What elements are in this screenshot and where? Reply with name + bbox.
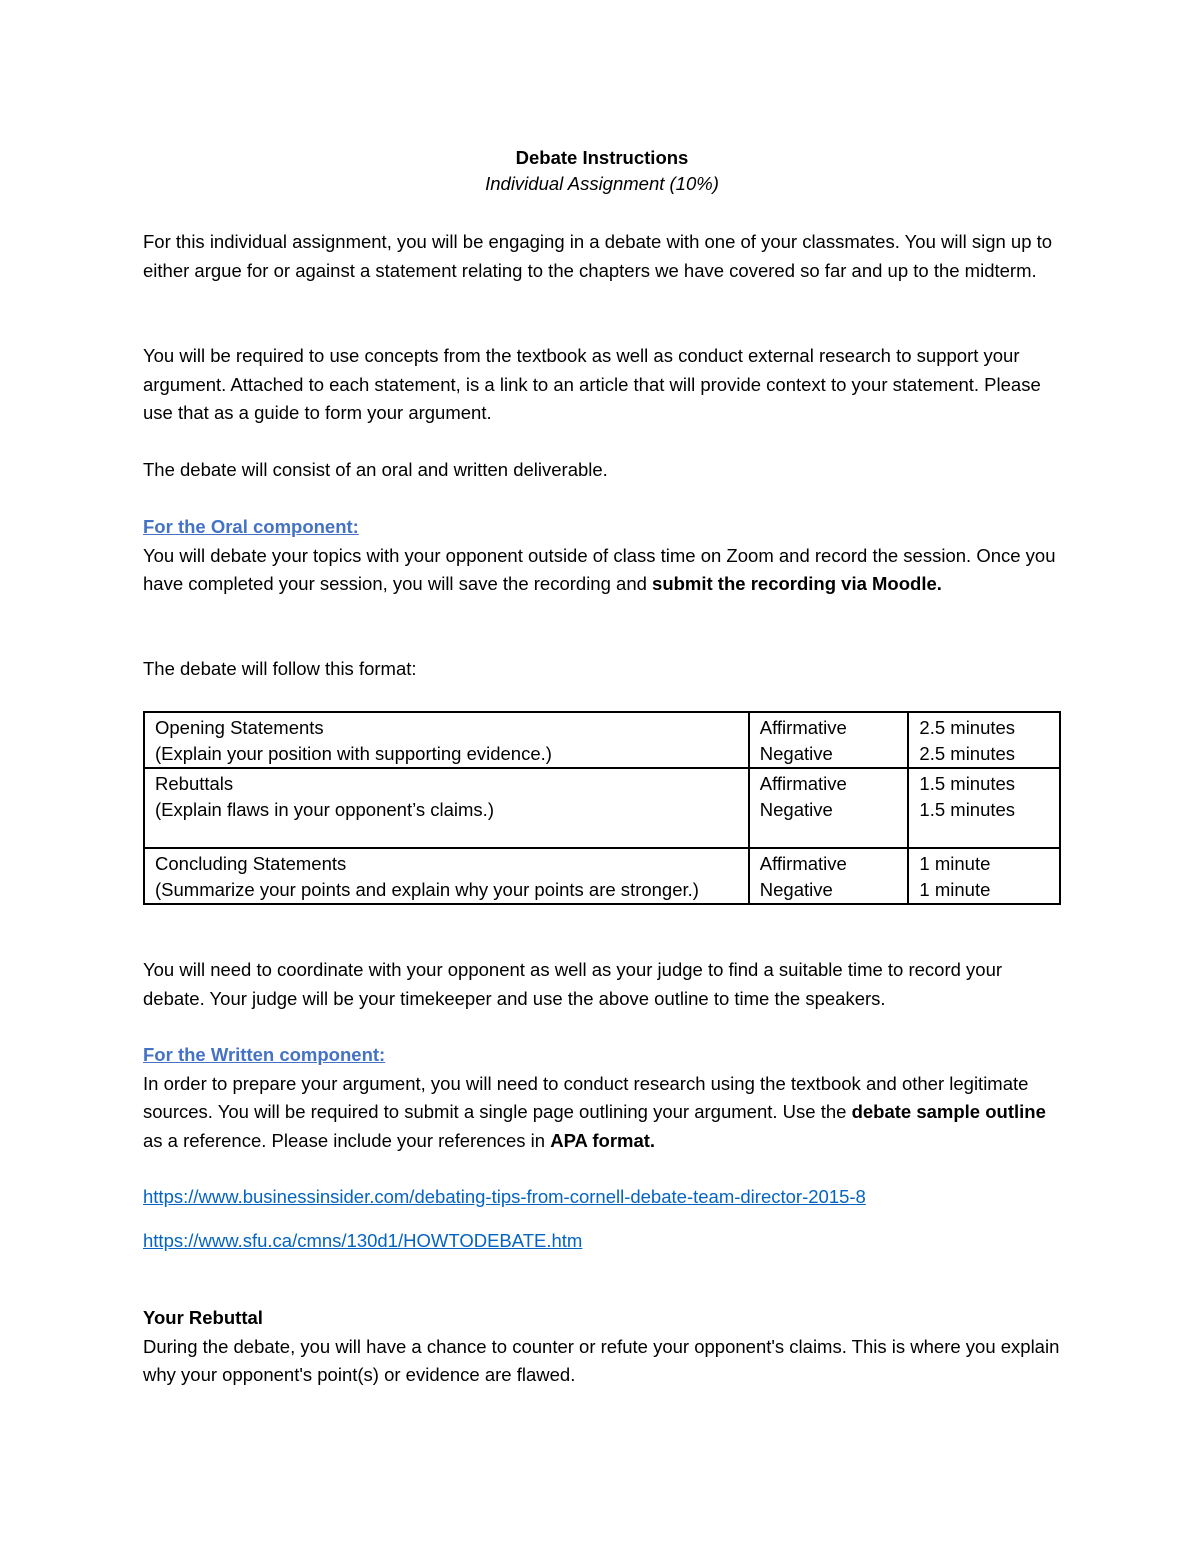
rebuttal-section — [143, 1304, 1061, 1390]
deliverables-paragraph: The debate will consist of an oral and written deliverable. — [143, 459, 608, 480]
written-heading: For the Written component: — [143, 1044, 386, 1065]
debate-format-table — [143, 711, 1061, 905]
side-negative: Negative — [759, 879, 833, 900]
table-row — [144, 848, 1060, 904]
side-cell — [749, 768, 909, 848]
oral-text-bold: submit the recording via Moodle. — [652, 573, 942, 594]
time-cell — [908, 712, 1060, 768]
time-negative: 1 minute — [919, 879, 991, 900]
title-block — [143, 146, 1061, 198]
page-title: Debate Instructions — [515, 147, 689, 168]
time-negative: 1.5 minutes — [919, 799, 1016, 820]
rebuttal-heading: Your Rebuttal — [143, 1307, 263, 1328]
stage-cell — [144, 768, 749, 848]
time-cell — [908, 768, 1060, 848]
oral-text: You will debate your topics with your opponent outside of class time on Zoom and record the session. Once you have completed your session, you will save the recording and — [143, 544, 1056, 594]
rebuttal-text: During the debate, you will have a chance to counter or refute your opponent's claims. This is where you explain why your opponent's point(s) or evidence are flawed. — [143, 1335, 1060, 1385]
side-affirmative: Affirmative — [759, 773, 847, 794]
requirements-paragraph: You will be required to use concepts from the textbook as well as conduct external research to support your argument. Attached to each statement, is a link to an article that will provide context to your statement. Please use that as a guide to form your argument. — [143, 345, 1041, 423]
side-cell — [749, 712, 909, 768]
stage-desc: (Summarize your points and explain why your points are stronger.) — [155, 879, 699, 900]
written-bold-1: debate sample outline — [851, 1101, 1046, 1122]
intro-paragraph: For this individual assignment, you will be engaging in a debate with one of your classmates. You will sign up to either argue for or against a statement relating to the chapters we have covered so far and up to the midterm. — [143, 231, 1053, 281]
written-text-2: as a reference. Please include your references in — [143, 1129, 551, 1151]
written-text-1: In order to prepare your argument, you will need to conduct research using the textbook and other legitimate sources. You will be required to submit a single page outlining your argument. Use the — [143, 1072, 1029, 1122]
businessinsider-link[interactable]: https://www.businessinsider.com/debating-tips-from-cornell-debate-team-director-2015-8 — [143, 1186, 866, 1207]
stage-name: Concluding Statements — [155, 853, 347, 874]
time-affirmative: 1.5 minutes — [919, 773, 1016, 794]
format-intro: The debate will follow this format: — [143, 658, 417, 679]
side-cell — [749, 848, 909, 904]
page-subtitle: Individual Assignment (10%) — [485, 173, 719, 194]
time-affirmative: 2.5 minutes — [919, 717, 1016, 738]
written-section — [143, 1041, 1061, 1155]
stage-name: Rebuttals — [155, 773, 234, 794]
coordinate-paragraph: You will need to coordinate with your opponent as well as your judge to find a suitable time to record your debate. Your judge will be your timekeeper and use the above outline to time the speakers. — [143, 959, 1003, 1009]
written-bold-2: APA format. — [550, 1129, 656, 1151]
stage-desc: (Explain your position with supporting evidence.) — [155, 743, 552, 764]
oral-section — [143, 513, 1061, 599]
side-affirmative: Affirmative — [759, 717, 847, 738]
oral-heading: For the Oral component: — [143, 516, 359, 537]
stage-cell — [144, 712, 749, 768]
link-paragraph — [143, 1183, 1061, 1212]
side-negative: Negative — [759, 743, 833, 764]
stage-name: Opening Statements — [155, 717, 324, 738]
time-affirmative: 1 minute — [919, 853, 991, 874]
sfu-link[interactable]: https://www.sfu.ca/cmns/130d1/HOWTODEBATE.htm — [143, 1230, 583, 1251]
side-negative: Negative — [759, 799, 833, 820]
table-row — [144, 768, 1060, 848]
time-cell — [908, 848, 1060, 904]
side-affirmative: Affirmative — [759, 853, 847, 874]
stage-desc: (Explain flaws in your opponent’s claims.) — [155, 799, 494, 820]
table-row — [144, 712, 1060, 768]
link-paragraph — [143, 1227, 1061, 1256]
stage-cell — [144, 848, 749, 904]
time-negative: 2.5 minutes — [919, 743, 1016, 764]
